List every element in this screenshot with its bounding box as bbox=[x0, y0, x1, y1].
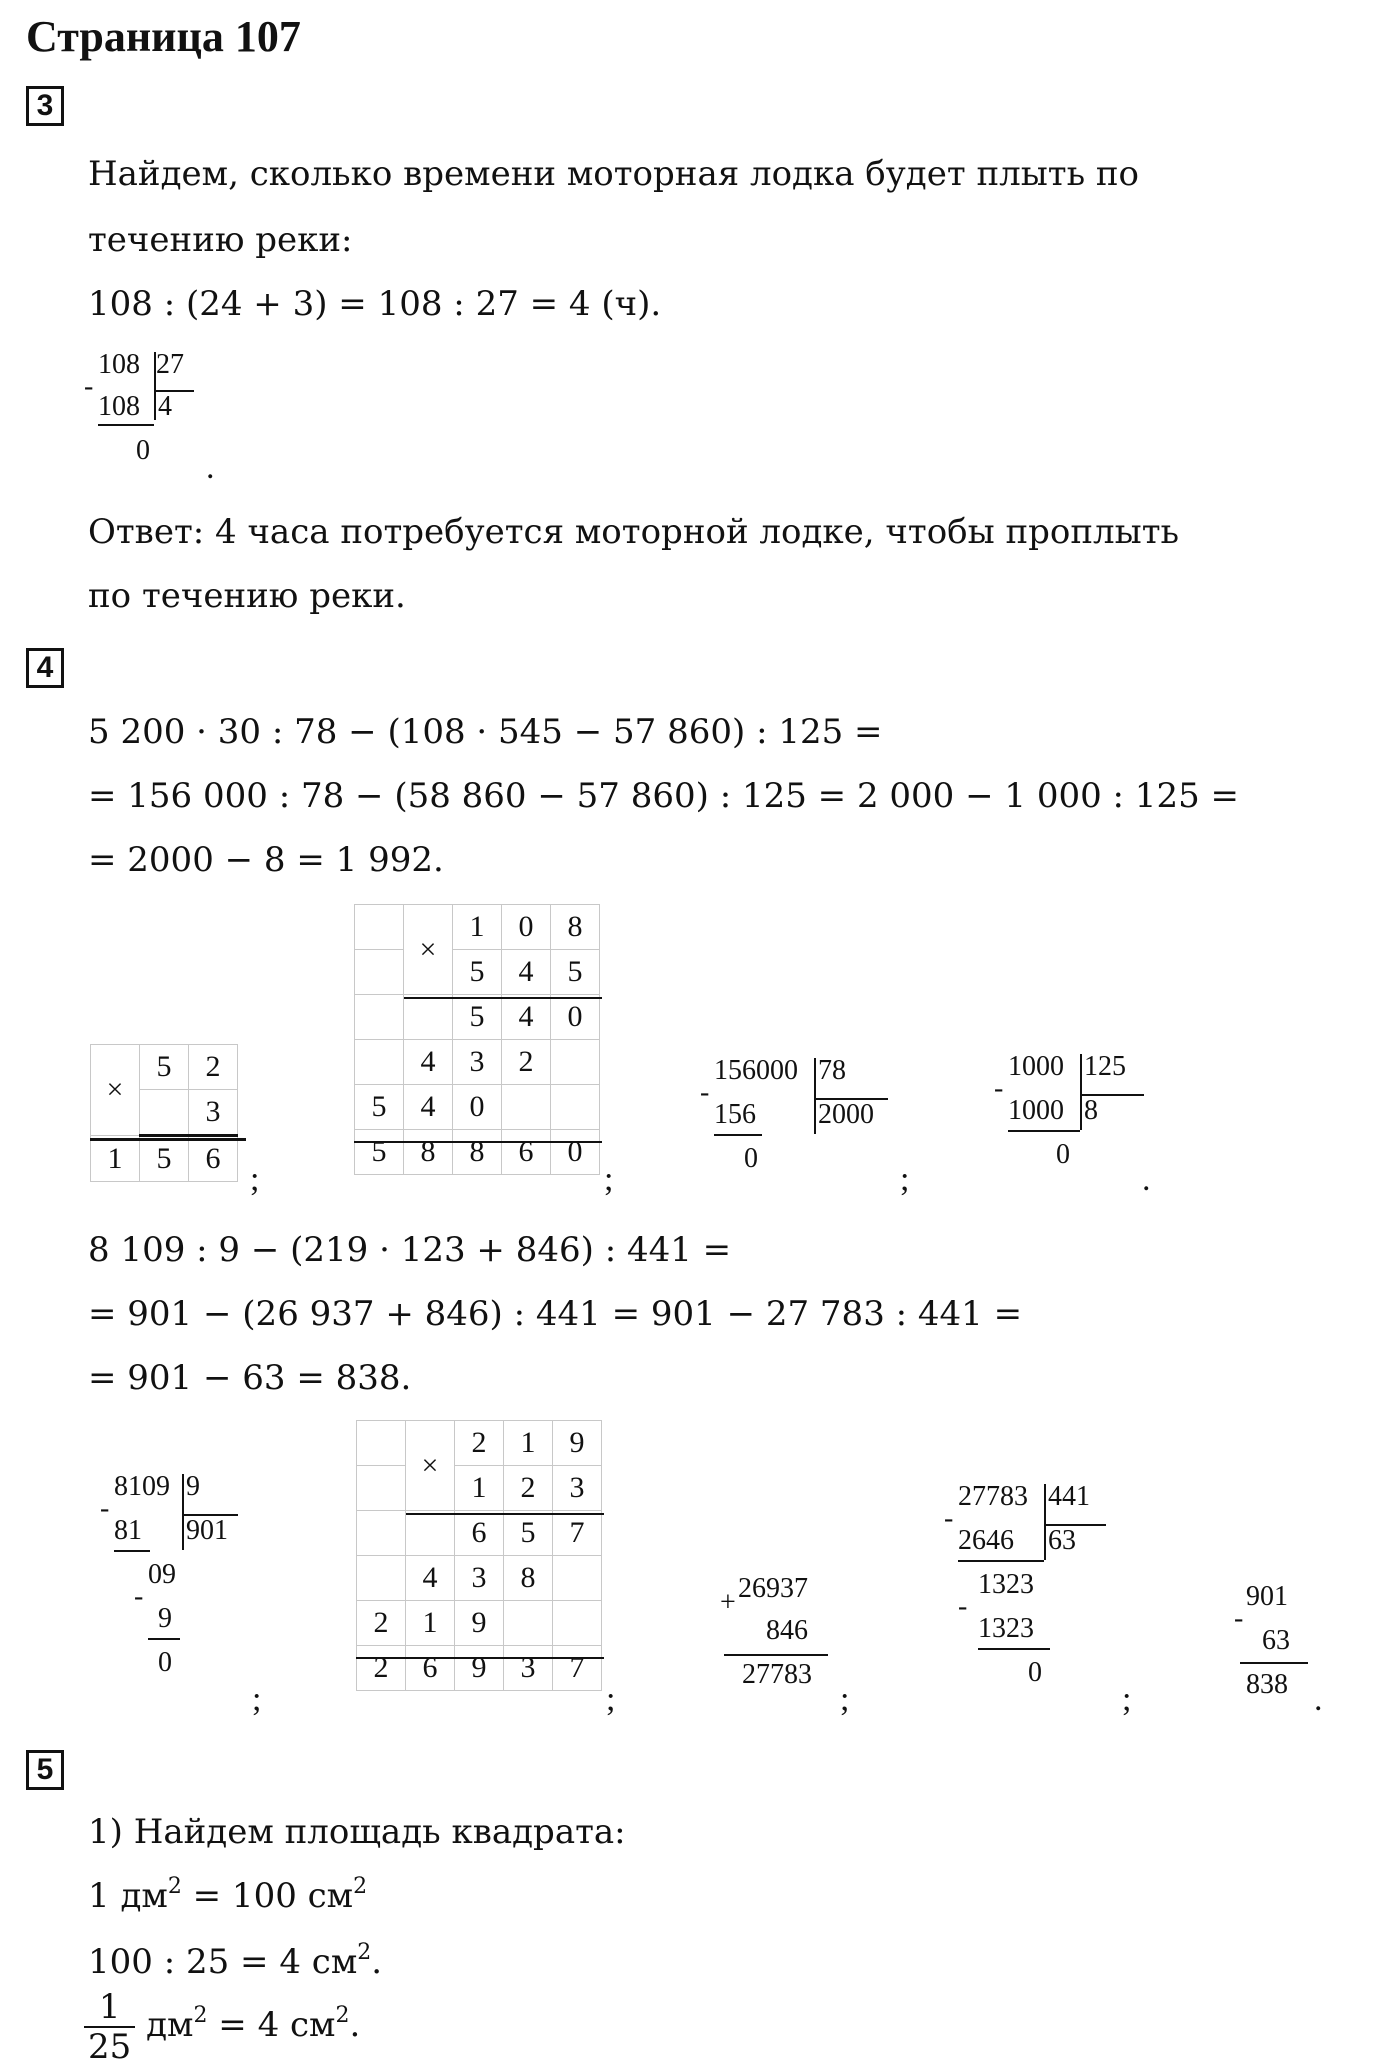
task-number-5: 5 bbox=[26, 1750, 64, 1790]
digit-cell bbox=[355, 905, 404, 950]
column-multiplication-108x545 bbox=[354, 904, 600, 1175]
digit-cell bbox=[553, 1601, 602, 1646]
digit-cell: 2 bbox=[189, 1045, 238, 1090]
digit-cell: 0 bbox=[453, 1085, 502, 1130]
digit-cell: 8 bbox=[551, 905, 600, 950]
div-subtrahend: 9 bbox=[158, 1603, 172, 1634]
div-quotient: 8 bbox=[1084, 1095, 1098, 1126]
digit-cell: 1 bbox=[455, 1466, 504, 1511]
fraction-denominator: 25 bbox=[88, 2027, 132, 2067]
digit-cell bbox=[551, 1040, 600, 1085]
task3-answer-line-1: Ответ: 4 часа потребуется моторной лодке, чтобы проплыть bbox=[88, 512, 1180, 552]
div-subtrahend: 108 bbox=[98, 391, 140, 422]
fraction-numerator: 1 bbox=[84, 1988, 135, 2028]
digit-cell: 0 bbox=[551, 1130, 600, 1175]
times-sign: × bbox=[91, 1045, 140, 1136]
div-divisor: 125 bbox=[1084, 1051, 1126, 1082]
div-subtrahend: 81 bbox=[114, 1515, 142, 1546]
div-quotient: 2000 bbox=[818, 1099, 874, 1130]
times-sign: × bbox=[406, 1421, 455, 1511]
div-divisor: 9 bbox=[186, 1471, 200, 1502]
task5-line-3 bbox=[88, 1940, 382, 1984]
digit-cell bbox=[404, 995, 453, 1040]
digit-cell: 3 bbox=[189, 1090, 238, 1136]
digit-cell: 1 bbox=[453, 905, 502, 950]
digit-cell bbox=[355, 995, 404, 1040]
digit-cell: 8 bbox=[404, 1130, 453, 1175]
div-remainder: 0 bbox=[136, 435, 150, 466]
digit-cell: 5 bbox=[355, 1085, 404, 1130]
long-division-8109-9: 8109 9 - 81 901 09 - 9 0 bbox=[100, 1472, 260, 1692]
fraction bbox=[84, 1988, 135, 2066]
digit-cell: 1 bbox=[504, 1421, 553, 1466]
text-segment: = 100 см bbox=[181, 1876, 354, 1916]
digit-cell: 9 bbox=[553, 1421, 602, 1466]
digit-cell: 6 bbox=[455, 1511, 504, 1556]
digit-cell: 6 bbox=[189, 1136, 238, 1182]
task4-expr2-line-2: = 901 − (26 937 + 846) : 441 = 901 − 27 783 : 441 = bbox=[88, 1294, 1023, 1334]
div-dividend: 8109 bbox=[114, 1471, 170, 1502]
exponent: 2 bbox=[357, 1940, 372, 1965]
digit-cell: 2 bbox=[504, 1466, 553, 1511]
digit-cell: 3 bbox=[453, 1040, 502, 1085]
long-division-156000-78: 156000 78 - 156 2000 0 bbox=[700, 1056, 900, 1186]
text-segment: дм bbox=[135, 2005, 194, 2045]
task3-long-division: 108 27 - 108 4 0 bbox=[84, 350, 224, 470]
column-multiplication-52x3 bbox=[90, 1044, 238, 1182]
digit-cell bbox=[504, 1601, 553, 1646]
div-quotient: 4 bbox=[158, 391, 172, 422]
digit-cell: 3 bbox=[553, 1466, 602, 1511]
digit-cell: 4 bbox=[404, 1040, 453, 1085]
task3-text-line-1: Найдем, сколько времени моторная лодка будет плыть по bbox=[88, 154, 1140, 194]
exponent: 2 bbox=[193, 2003, 208, 2028]
div-remainder: 0 bbox=[158, 1647, 172, 1678]
digit-cell: 7 bbox=[553, 1511, 602, 1556]
div-dividend: 1000 bbox=[1008, 1051, 1064, 1082]
digit-cell: 2 bbox=[357, 1646, 406, 1691]
task4-expr2-line-3: = 901 − 63 = 838. bbox=[88, 1358, 412, 1398]
digit-cell: 1 bbox=[406, 1601, 455, 1646]
task-number-3: 3 bbox=[26, 86, 64, 126]
digit-cell: 5 bbox=[504, 1511, 553, 1556]
times-sign: × bbox=[404, 905, 453, 995]
digit-cell: 8 bbox=[453, 1130, 502, 1175]
digit-cell: 2 bbox=[455, 1421, 504, 1466]
digit-cell: 5 bbox=[453, 995, 502, 1040]
digit-cell bbox=[355, 1040, 404, 1085]
div-remainder: 0 bbox=[1028, 1657, 1042, 1688]
digit-cell bbox=[357, 1556, 406, 1601]
digit-cell: 3 bbox=[504, 1646, 553, 1691]
text-segment: = 4 см bbox=[207, 2005, 336, 2045]
digit-cell: 5 bbox=[355, 1130, 404, 1175]
task4-expr1-line-2: = 156 000 : 78 − (58 860 − 57 860) : 125 = 2 000 − 1 000 : 125 = bbox=[88, 776, 1240, 816]
sum: 27783 bbox=[742, 1659, 812, 1690]
digit-cell bbox=[140, 1090, 189, 1136]
task3-answer-line-2: по течению реки. bbox=[88, 576, 406, 616]
digit-cell: 7 bbox=[553, 1646, 602, 1691]
div-remainder: 0 bbox=[744, 1143, 758, 1174]
digit-cell bbox=[357, 1421, 406, 1466]
task3-expression: 108 : (24 + 3) = 108 : 27 = 4 (ч). bbox=[88, 284, 662, 324]
long-division-1000-125: 1000 125 - 1000 8 0 bbox=[994, 1052, 1154, 1182]
div-subtrahend: 1000 bbox=[1008, 1095, 1064, 1126]
text-segment: 100 : 25 = 4 см bbox=[88, 1942, 358, 1982]
digit-cell: 6 bbox=[502, 1130, 551, 1175]
div-subtrahend: 1323 bbox=[978, 1613, 1034, 1644]
digit-cell: 0 bbox=[502, 905, 551, 950]
difference: 838 bbox=[1246, 1669, 1288, 1700]
task4-expr2-line-1: 8 109 : 9 − (219 · 123 + 846) : 441 = bbox=[88, 1230, 732, 1270]
digit-cell bbox=[406, 1511, 455, 1556]
div-subtrahend: 156 bbox=[714, 1099, 756, 1130]
div-divisor: 441 bbox=[1048, 1481, 1090, 1512]
task3-text-line-2: течению реки: bbox=[88, 220, 353, 260]
digit-cell: 4 bbox=[502, 950, 551, 995]
digit-cell: 2 bbox=[357, 1601, 406, 1646]
exponent: 2 bbox=[167, 1874, 182, 1899]
text-segment: . bbox=[349, 2005, 361, 2045]
minuend: 901 bbox=[1246, 1581, 1288, 1612]
digit-cell: 4 bbox=[404, 1085, 453, 1130]
div-dividend: 108 bbox=[98, 349, 140, 380]
div-dividend: 27783 bbox=[958, 1481, 1028, 1512]
column-multiplication-219x123 bbox=[356, 1420, 602, 1691]
digit-cell: 6 bbox=[406, 1646, 455, 1691]
task5-line-4 bbox=[84, 1988, 360, 2066]
digit-cell: 1 bbox=[91, 1136, 140, 1182]
digit-cell bbox=[551, 1085, 600, 1130]
digit-cell: 3 bbox=[455, 1556, 504, 1601]
div-divisor: 78 bbox=[818, 1055, 846, 1086]
digit-cell bbox=[553, 1556, 602, 1601]
digit-cell: 5 bbox=[140, 1045, 189, 1090]
text-segment: 1 дм bbox=[88, 1876, 168, 1916]
div-quotient: 63 bbox=[1048, 1525, 1076, 1556]
digit-cell: 5 bbox=[140, 1136, 189, 1182]
task4-expr1-line-1: 5 200 · 30 : 78 − (108 · 545 − 57 860) : 125 = bbox=[88, 712, 883, 752]
div-dividend: 156000 bbox=[714, 1055, 798, 1086]
exponent: 2 bbox=[353, 1874, 368, 1899]
long-division-27783-441: 27783 441 - 2646 63 1323 - 1323 0 bbox=[944, 1482, 1124, 1702]
text-segment: . bbox=[371, 1942, 383, 1982]
task5-line-2 bbox=[88, 1874, 367, 1918]
digit-cell bbox=[357, 1511, 406, 1556]
digit-cell: 4 bbox=[502, 995, 551, 1040]
digit-cell: 2 bbox=[502, 1040, 551, 1085]
div-partial-remainder: 09 bbox=[148, 1559, 176, 1590]
div-partial-remainder: 1323 bbox=[978, 1569, 1034, 1600]
task4-expr1-line-3: = 2000 − 8 = 1 992. bbox=[88, 840, 444, 880]
div-divisor: 27 bbox=[156, 349, 184, 380]
digit-cell: 5 bbox=[551, 950, 600, 995]
digit-cell: 9 bbox=[455, 1601, 504, 1646]
digit-cell: 8 bbox=[504, 1556, 553, 1601]
subtrahend: 63 bbox=[1262, 1625, 1290, 1656]
column-subtraction-901-63: 901 - 63 838 bbox=[1234, 1582, 1344, 1712]
div-remainder: 0 bbox=[1056, 1139, 1070, 1170]
addend: 846 bbox=[766, 1615, 808, 1646]
column-addition-26937-846: 26937 + 846 27783 bbox=[718, 1574, 838, 1704]
addend: 26937 bbox=[738, 1573, 808, 1604]
div-quotient: 901 bbox=[186, 1515, 228, 1546]
task-number-4: 4 bbox=[26, 648, 64, 688]
digit-cell: 4 bbox=[406, 1556, 455, 1601]
digit-cell: 9 bbox=[455, 1646, 504, 1691]
digit-cell bbox=[502, 1085, 551, 1130]
digit-cell bbox=[355, 950, 404, 995]
digit-cell: 5 bbox=[453, 950, 502, 995]
div-subtrahend: 2646 bbox=[958, 1525, 1014, 1556]
exponent: 2 bbox=[335, 2003, 350, 2028]
page-title: Страница 107 bbox=[26, 12, 301, 61]
digit-cell: 0 bbox=[551, 995, 600, 1040]
digit-cell bbox=[357, 1466, 406, 1511]
task5-line-1: 1) Найдем площадь квадрата: bbox=[88, 1812, 626, 1852]
